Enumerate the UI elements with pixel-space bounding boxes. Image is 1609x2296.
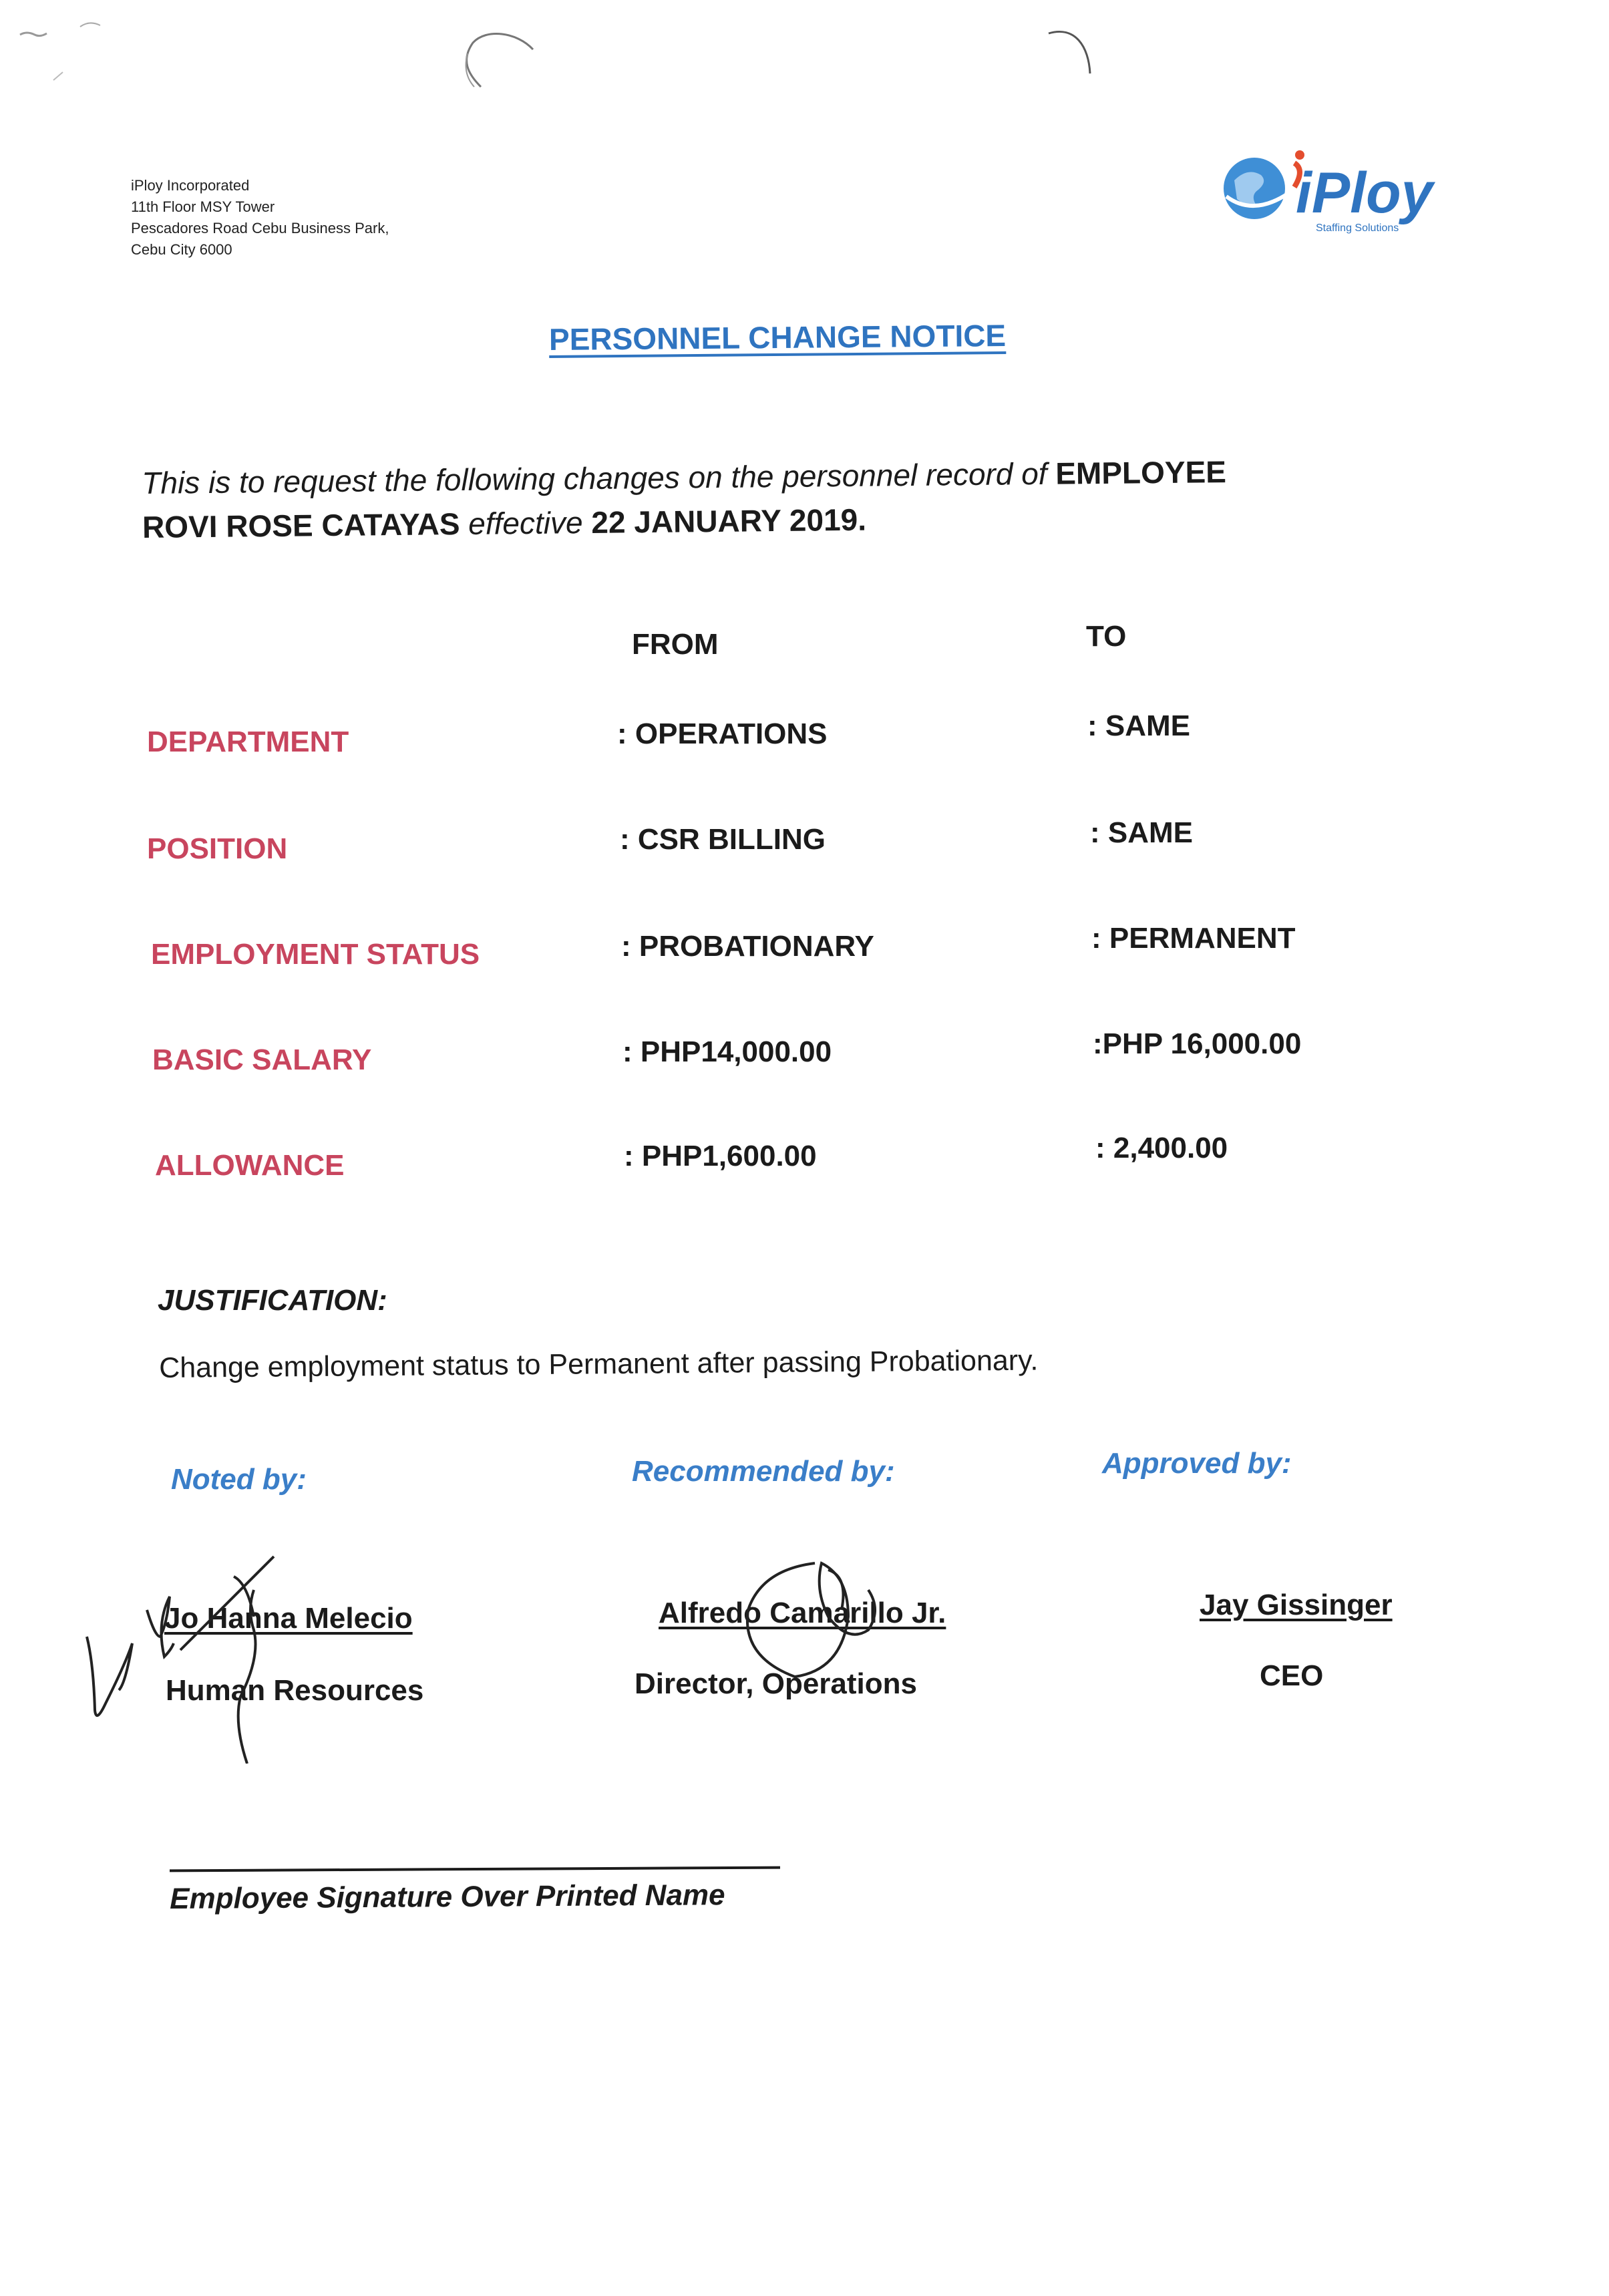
label-basic-salary: BASIC SALARY bbox=[152, 1043, 372, 1076]
signature-recommended-by bbox=[728, 1550, 902, 1710]
to-basic-salary: :PHP 16,000.00 bbox=[1093, 1027, 1302, 1060]
employee-name: ROVI ROSE CATAYAS bbox=[142, 506, 460, 544]
address-line-2: Pescadores Road Cebu Business Park, bbox=[131, 220, 389, 236]
justification-text: Change employment status to Permanent after passing Probationary. bbox=[159, 1344, 1039, 1384]
approved-by-heading: Approved by: bbox=[1102, 1447, 1292, 1480]
to-allowance: : 2,400.00 bbox=[1095, 1132, 1228, 1164]
logo-tagline: Staffing Solutions bbox=[1316, 222, 1399, 234]
to-header: TO bbox=[1086, 620, 1127, 653]
from-basic-salary: : PHP14,000.00 bbox=[622, 1035, 832, 1068]
to-employment-status: : PERMANENT bbox=[1091, 922, 1296, 955]
label-employment-status: EMPLOYMENT STATUS bbox=[151, 938, 480, 971]
from-department: : OPERATIONS bbox=[617, 717, 828, 750]
recommended-by-name: Alfredo Camarillo Jr. bbox=[659, 1597, 946, 1629]
address-line-3: Cebu City 6000 bbox=[131, 241, 232, 258]
intro-text: This is to request the following changes on the personnel record of bbox=[142, 456, 1056, 500]
label-allowance: ALLOWANCE bbox=[155, 1149, 345, 1182]
approved-by-role: CEO bbox=[1260, 1659, 1324, 1692]
effective-date: 22 JANUARY 2019. bbox=[591, 502, 867, 540]
justification-heading: JUSTIFICATION: bbox=[158, 1284, 387, 1317]
company-name: iPloy Incorporated bbox=[131, 177, 250, 194]
company-address bbox=[131, 175, 389, 261]
effective-label: effective bbox=[460, 504, 592, 542]
to-department: : SAME bbox=[1087, 709, 1190, 742]
employee-signature-line bbox=[170, 1866, 780, 1872]
recommended-by-role: Director, Operations bbox=[635, 1667, 918, 1700]
intro-employee-label: EMPLOYEE bbox=[1055, 454, 1227, 491]
from-header: FROM bbox=[632, 628, 719, 661]
from-employment-status: : PROBATIONARY bbox=[621, 930, 874, 963]
noted-by-heading: Noted by: bbox=[171, 1463, 307, 1496]
from-allowance: : PHP1,600.00 bbox=[624, 1140, 817, 1172]
approved-by-name: Jay Gissinger bbox=[1200, 1589, 1393, 1621]
employee-signature-label: Employee Signature Over Printed Name bbox=[170, 1878, 725, 1915]
intro-paragraph bbox=[142, 448, 1411, 549]
noted-by-role: Human Resources bbox=[166, 1674, 424, 1707]
label-department: DEPARTMENT bbox=[147, 725, 349, 758]
page-title: PERSONNEL CHANGE NOTICE bbox=[548, 318, 1007, 357]
label-position: POSITION bbox=[147, 832, 288, 865]
logo-brand: iPloy bbox=[1296, 161, 1433, 225]
noted-by-name: Jo Hanna Melecio bbox=[164, 1602, 413, 1635]
to-position: : SAME bbox=[1090, 816, 1193, 849]
recommended-by-heading: Recommended by: bbox=[632, 1455, 895, 1488]
iploy-logo bbox=[1214, 140, 1468, 240]
address-line-1: 11th Floor MSY Tower bbox=[131, 198, 275, 215]
from-position: : CSR BILLING bbox=[620, 823, 826, 856]
signature-noted-by bbox=[73, 1550, 327, 1764]
